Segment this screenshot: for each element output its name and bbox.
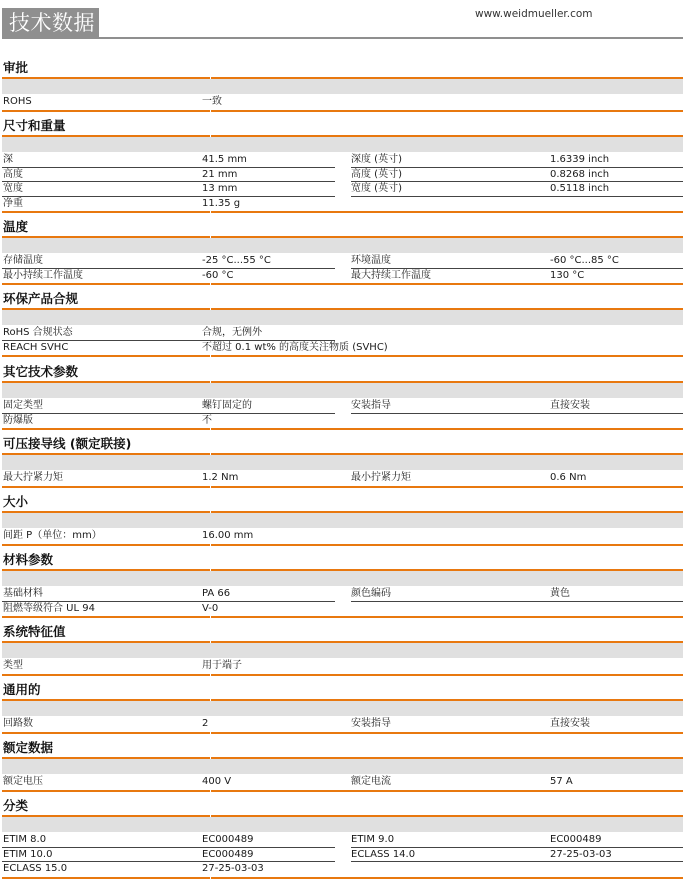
table-row — [0, 717, 689, 732]
section-header-band — [2, 571, 683, 586]
table-row — [0, 833, 689, 848]
section-title: 审批 — [3, 60, 29, 75]
table-row — [0, 182, 689, 197]
table-row — [0, 862, 689, 877]
table-row — [0, 341, 689, 356]
property-label: 安装指导 — [351, 400, 391, 411]
section-title: 其它技术参数 — [3, 364, 79, 379]
property-value: -25 °C...55 °C — [202, 255, 271, 266]
section-bottom-rule — [211, 877, 683, 879]
table-row — [0, 399, 689, 414]
section-title: 尺寸和重量 — [3, 118, 66, 133]
table-row — [0, 471, 689, 486]
table-row — [0, 197, 689, 212]
table-row — [0, 326, 689, 341]
property-label: ROHS — [3, 96, 32, 107]
row-divider — [351, 413, 683, 414]
property-value: 用于端子 — [202, 660, 242, 671]
property-value: 13 mm — [202, 183, 238, 194]
property-value: EC000489 — [550, 834, 602, 845]
section-header-band — [2, 643, 683, 658]
table-row — [0, 848, 689, 863]
section-bottom-rule — [2, 544, 210, 546]
property-label: 安装指导 — [351, 718, 391, 729]
section-header-band — [2, 79, 683, 94]
property-value: 合规，无例外 — [202, 327, 262, 338]
section-bottom-rule — [2, 616, 210, 618]
property-label: 额定电压 — [3, 776, 43, 787]
table-row — [0, 269, 689, 284]
section-header-band — [2, 701, 683, 716]
property-value: PA 66 — [202, 588, 231, 599]
section-bottom-rule — [2, 110, 210, 112]
section-bottom-rule — [211, 110, 683, 112]
property-label: 类型 — [3, 660, 23, 671]
section-header-band — [2, 455, 683, 470]
property-value: 直接安装 — [550, 718, 590, 729]
property-label: REACH SVHC — [3, 341, 69, 353]
property-label: 阻燃等级符合 UL 94 — [3, 602, 95, 614]
property-value: EC000489 — [202, 834, 254, 845]
property-label: 间距 P（单位：mm） — [3, 530, 102, 541]
property-value: 0.5118 inch — [550, 183, 610, 194]
property-label: 宽度 — [3, 183, 23, 194]
section-bottom-rule — [2, 355, 210, 357]
section-title: 环保产品合规 — [3, 291, 79, 306]
section-header-band — [2, 137, 683, 152]
property-value: 1.6339 inch — [550, 154, 610, 165]
property-value: V-0 — [202, 602, 219, 614]
property-label: 高度 (英寸) — [351, 168, 402, 180]
section-title: 系统特征值 — [3, 624, 66, 639]
section-header-band — [2, 513, 683, 528]
property-value: 直接安装 — [550, 400, 590, 411]
property-value: 黄色 — [550, 588, 570, 599]
property-value: 27-25-03-03 — [550, 848, 612, 860]
property-value: 不 — [202, 414, 212, 426]
section-header-band — [2, 310, 683, 325]
property-value: 41.5 mm — [202, 154, 247, 165]
table-row — [0, 414, 689, 429]
property-label: 高度 — [3, 168, 23, 180]
section-bottom-rule — [2, 428, 210, 430]
section-bottom-rule — [211, 283, 683, 285]
property-label: 最小持续工作温度 — [3, 269, 83, 281]
property-value: 螺钉固定的 — [202, 400, 252, 411]
section-bottom-rule — [2, 674, 210, 676]
section-bottom-rule — [211, 790, 683, 792]
section-bottom-rule — [211, 732, 683, 734]
section-bottom-rule — [211, 211, 683, 213]
property-value: 不超过 0.1 wt% 的高度关注物质 (SVHC) — [202, 341, 388, 353]
row-divider — [351, 601, 683, 602]
section-bottom-rule — [2, 211, 210, 213]
section-bottom-rule — [211, 486, 683, 488]
table-row — [0, 254, 689, 269]
section-title: 额定数据 — [3, 740, 54, 755]
property-value: 57 A — [550, 776, 573, 787]
table-row — [0, 587, 689, 602]
property-label: 最小拧紧力矩 — [351, 472, 411, 483]
table-row — [0, 95, 689, 110]
section-title: 通用的 — [3, 682, 41, 697]
table-row — [0, 168, 689, 183]
property-label: 回路数 — [3, 718, 33, 729]
property-label: 基础材料 — [3, 588, 43, 599]
section-bottom-rule — [2, 486, 210, 488]
property-label: 环境温度 — [351, 255, 391, 266]
property-label: ETIM 10.0 — [3, 848, 53, 860]
property-label: RoHS 合规状态 — [3, 327, 73, 338]
property-label: 宽度 (英寸) — [351, 183, 402, 194]
section-bottom-rule — [211, 544, 683, 546]
section-bottom-rule — [2, 283, 210, 285]
section-title: 温度 — [3, 219, 29, 234]
table-row — [0, 153, 689, 168]
table-row — [0, 602, 689, 617]
property-value: 16.00 mm — [202, 530, 254, 541]
table-row — [0, 529, 689, 544]
header-divider — [2, 37, 683, 39]
property-value: 27-25-03-03 — [202, 863, 264, 874]
section-title: 大小 — [3, 494, 29, 509]
section-bottom-rule — [2, 877, 210, 879]
section-bottom-rule — [2, 732, 210, 734]
property-label: 深 — [3, 154, 13, 165]
property-label: 额定电流 — [351, 776, 391, 787]
property-label: 最大拧紧力矩 — [3, 472, 63, 483]
property-value: 130 °C — [550, 269, 585, 281]
section-header-band — [2, 817, 683, 832]
property-value: 400 V — [202, 776, 232, 787]
property-label: ECLASS 15.0 — [3, 863, 68, 874]
property-value: 0.6 Nm — [550, 472, 587, 483]
property-label: 固定类型 — [3, 400, 43, 411]
section-header-band — [2, 383, 683, 398]
website-url[interactable]: www.weidmueller.com — [475, 8, 593, 20]
property-label: ETIM 9.0 — [351, 834, 395, 845]
page-title: 技术数据 — [9, 11, 95, 35]
section-title: 材料参数 — [3, 552, 54, 567]
property-label: 颜色编码 — [351, 588, 391, 599]
section-bottom-rule — [2, 790, 210, 792]
section-bottom-rule — [211, 674, 683, 676]
section-title: 可压接导线 (额定联接) — [3, 436, 132, 451]
row-divider — [351, 861, 683, 862]
property-value: 1.2 Nm — [202, 472, 239, 483]
property-value: 2 — [202, 718, 209, 729]
property-value: 0.8268 inch — [550, 168, 610, 180]
section-header-band — [2, 759, 683, 774]
property-label: 净重 — [3, 197, 23, 209]
section-bottom-rule — [211, 428, 683, 430]
property-value: -60 °C...85 °C — [550, 255, 619, 266]
table-row — [0, 775, 689, 790]
property-label: 最大持续工作温度 — [351, 269, 431, 281]
property-label: 存储温度 — [3, 255, 43, 266]
row-divider — [351, 196, 683, 197]
property-value: -60 °C — [202, 269, 234, 281]
property-label: 深度 (英寸) — [351, 154, 402, 165]
property-label: ECLASS 14.0 — [351, 848, 416, 860]
section-header-band — [2, 238, 683, 253]
section-title: 分类 — [3, 798, 29, 813]
property-value: 一致 — [202, 96, 222, 107]
property-value: EC000489 — [202, 848, 254, 860]
section-bottom-rule — [211, 355, 683, 357]
property-label: 防爆版 — [3, 414, 33, 426]
property-value: 11.35 g — [202, 197, 241, 209]
property-value: 21 mm — [202, 168, 238, 180]
property-label: ETIM 8.0 — [3, 834, 47, 845]
table-row — [0, 659, 689, 674]
section-bottom-rule — [211, 616, 683, 618]
